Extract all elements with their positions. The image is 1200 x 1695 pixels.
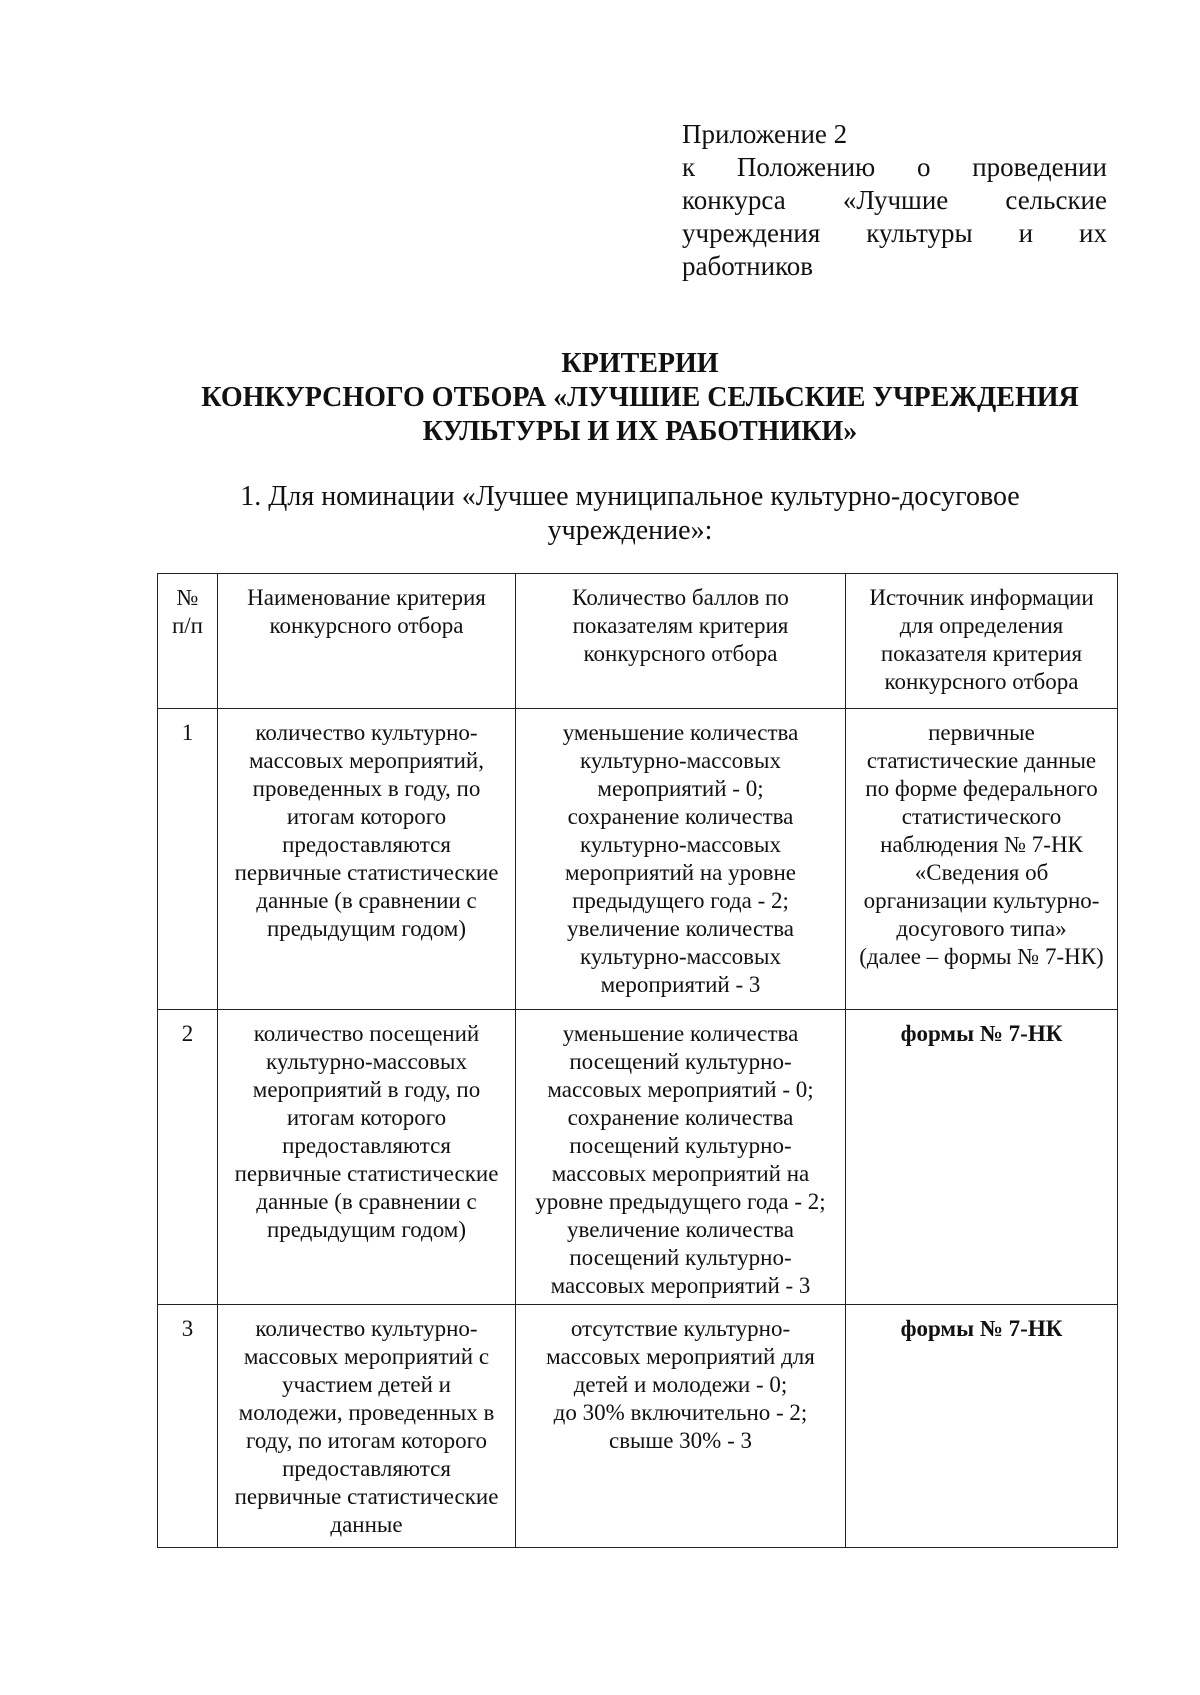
nomination-heading — [150, 480, 1110, 548]
nomination-line: учреждение»: — [547, 515, 713, 546]
table-row — [158, 1305, 1118, 1548]
title-line: КРИТЕРИИ — [561, 348, 719, 379]
appendix-word: конкурса — [682, 185, 786, 215]
table-row — [158, 1010, 1118, 1305]
header-line: показателям критерия — [572, 613, 789, 638]
row-criterion — [218, 1010, 516, 1305]
row-source — [846, 1305, 1118, 1548]
cell-line: массовых мероприятий - 3 — [550, 1273, 811, 1298]
cell-line: количество культурно- — [255, 720, 478, 745]
cell-line: мероприятий - 3 — [600, 972, 761, 997]
cell-line: мероприятий - 0; — [597, 776, 764, 801]
appendix-word: к — [682, 152, 696, 182]
cell-line: свыше 30% - 3 — [608, 1428, 752, 1453]
cell-line: массовых мероприятий с — [243, 1344, 490, 1369]
appendix-word: Положению — [736, 152, 876, 182]
cell-line: культурно-массовых — [580, 832, 781, 857]
row-points — [516, 709, 846, 1010]
header-line: показателя критерия — [880, 641, 1083, 666]
cell-line: массовых мероприятий на — [551, 1161, 810, 1186]
cell-line: формы № 7-НК — [900, 1021, 1063, 1046]
appendix-word: учреждения — [682, 218, 821, 248]
row-source — [846, 709, 1118, 1010]
cell-line: посещений культурно- — [569, 1245, 792, 1270]
cell-line: культурно-массовых — [580, 748, 781, 773]
cell-line: массовых мероприятий, — [249, 748, 484, 773]
cell-line: досугового типа» — [896, 916, 1067, 941]
appendix-line — [682, 151, 1107, 184]
table-header-row — [158, 574, 1118, 709]
cell-line: статистические данные — [866, 748, 1097, 773]
row-number: 1 — [158, 709, 218, 1010]
cell-line: предоставляются — [282, 1133, 451, 1158]
cell-line: культурно-массовых — [266, 1049, 467, 1074]
header-line: для определения — [899, 613, 1064, 638]
cell-line: участием детей и — [282, 1372, 451, 1397]
cell-line: посещений культурно- — [569, 1049, 792, 1074]
header-line: Количество баллов по — [572, 585, 789, 610]
appendix-block — [682, 118, 1107, 283]
cell-line: году, по итогам которого — [246, 1428, 487, 1453]
criteria-table — [157, 573, 1118, 1548]
cell-line: статистического — [901, 804, 1062, 829]
cell-line: мероприятий на уровне — [564, 860, 797, 885]
cell-line: (далее – формы № 7-НК) — [859, 944, 1104, 969]
row-number: 3 — [158, 1305, 218, 1548]
cell-line: данные (в сравнении с — [256, 1189, 477, 1214]
row-points — [516, 1010, 846, 1305]
row-number: 2 — [158, 1010, 218, 1305]
cell-line: уровне предыдущего года - 2; — [535, 1189, 826, 1214]
header-source — [846, 574, 1118, 709]
cell-line: проведенных в году, по — [252, 776, 481, 801]
cell-line: отсутствие культурно- — [570, 1316, 791, 1341]
appendix-line — [682, 184, 1107, 217]
table-row — [158, 709, 1118, 1010]
cell-line: первичные — [928, 720, 1035, 745]
cell-line: массовых мероприятий для — [546, 1344, 815, 1369]
cell-line: увеличение количества — [567, 916, 794, 941]
header-points — [516, 574, 846, 709]
cell-line: уменьшение количества — [562, 1021, 799, 1046]
appendix-word: о — [916, 152, 931, 182]
cell-line: предоставляются — [282, 832, 451, 857]
cell-line: сохранение количества — [567, 1105, 794, 1130]
header-line: конкурсного отбора — [884, 669, 1079, 694]
cell-line: первичные статистические — [234, 1484, 499, 1509]
cell-line: увеличение количества — [567, 1217, 794, 1242]
header-criterion — [218, 574, 516, 709]
title-line: КУЛЬТУРЫ И ИХ РАБОТНИКИ» — [422, 416, 858, 447]
cell-line: предоставляются — [282, 1456, 451, 1481]
header-line: конкурсного отбора — [269, 613, 464, 638]
appendix-word: и — [1018, 218, 1034, 248]
cell-line: организации культурно- — [863, 888, 1100, 913]
header-number — [158, 574, 218, 709]
cell-line: до 30% включительно - 2; — [553, 1400, 808, 1425]
cell-line: наблюдения № 7-НК — [880, 832, 1083, 857]
header-line: № — [176, 585, 199, 610]
header-line: Наименование критерия — [247, 585, 486, 610]
cell-line: предыдущего года - 2; — [572, 888, 789, 913]
row-criterion — [218, 709, 516, 1010]
appendix-line — [682, 217, 1107, 250]
nomination-line: 1. Для номинации «Лучшее муниципальное культурно-досуговое — [240, 481, 1020, 512]
cell-line: по форме федерального — [865, 776, 1098, 801]
cell-line: данные (в сравнении с — [256, 888, 477, 913]
document-title — [120, 347, 1160, 449]
cell-line: первичные статистические — [234, 1161, 499, 1186]
cell-line: формы № 7-НК — [900, 1316, 1063, 1341]
row-source — [846, 1010, 1118, 1305]
appendix-word: культуры — [866, 218, 973, 248]
header-line: Источник информации — [869, 585, 1094, 610]
appendix-line: Приложение 2 — [682, 119, 848, 149]
cell-line: первичные статистические — [234, 860, 499, 885]
appendix-word: «Лучшие — [842, 185, 949, 215]
cell-line: предыдущим годом) — [266, 916, 467, 941]
appendix-line: работников — [682, 251, 814, 281]
title-line: КОНКУРСНОГО ОТБОРА «ЛУЧШИЕ СЕЛЬСКИЕ УЧРЕЖДЕНИЯ — [201, 382, 1079, 413]
cell-line: посещений культурно- — [569, 1133, 792, 1158]
cell-line: предыдущим годом) — [266, 1217, 467, 1242]
cell-line: количество культурно- — [255, 1316, 478, 1341]
cell-line: массовых мероприятий - 0; — [547, 1077, 814, 1102]
cell-line: уменьшение количества — [562, 720, 799, 745]
header-line: конкурсного отбора — [583, 641, 778, 666]
appendix-word: их — [1079, 218, 1107, 248]
header-line: п/п — [171, 613, 203, 638]
cell-line: «Сведения об — [914, 860, 1049, 885]
cell-line: данные — [330, 1512, 403, 1537]
row-criterion — [218, 1305, 516, 1548]
cell-line: детей и молодежи - 0; — [573, 1372, 788, 1397]
cell-line: молодежи, проведенных в — [238, 1400, 495, 1425]
row-points — [516, 1305, 846, 1548]
cell-line: сохранение количества — [567, 804, 794, 829]
cell-line: количество посещений — [253, 1021, 480, 1046]
cell-line: культурно-массовых — [580, 944, 781, 969]
appendix-word: проведении — [972, 152, 1107, 182]
appendix-word: сельские — [1005, 185, 1107, 215]
cell-line: итогам которого — [286, 1105, 447, 1130]
cell-line: итогам которого — [286, 804, 447, 829]
cell-line: мероприятий в году, по — [252, 1077, 481, 1102]
